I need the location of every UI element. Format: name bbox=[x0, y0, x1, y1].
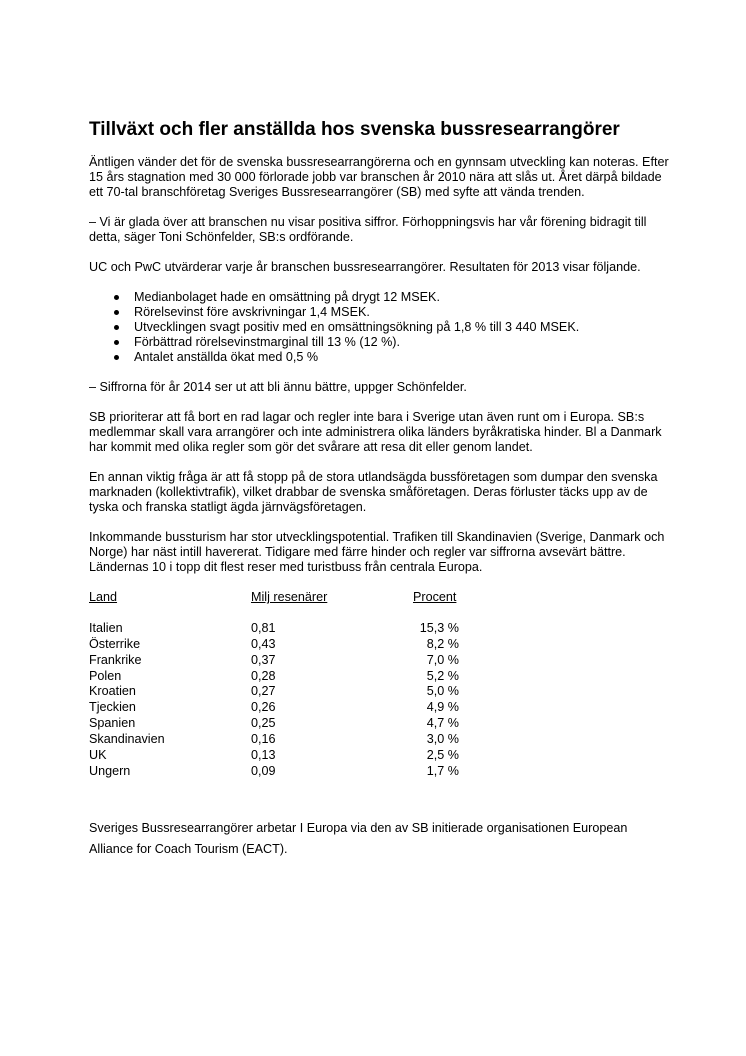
column-header-procent: Procent bbox=[413, 590, 457, 604]
list-item bbox=[89, 335, 669, 350]
forecast-paragraph: – Siffrorna för år 2014 ser ut att bli ännu bättre, uppger Schönfelder. bbox=[89, 380, 467, 394]
bullet-icon bbox=[114, 340, 119, 345]
cell-land: Skandinavien bbox=[89, 732, 165, 747]
cell-procent: 7,0 % bbox=[426, 652, 459, 667]
cell-milj: 0,13 bbox=[251, 748, 276, 763]
list-item-text: Medianbolaget hade en omsättning på drygt 12 MSEK. bbox=[134, 290, 440, 304]
bullet-icon bbox=[114, 310, 119, 315]
table-header-row bbox=[89, 590, 669, 606]
table-row bbox=[89, 716, 669, 732]
table-row bbox=[89, 669, 669, 685]
cell-land: Tjeckien bbox=[89, 700, 136, 715]
cell-land: Italien bbox=[89, 620, 123, 635]
bullet-icon bbox=[114, 325, 119, 330]
table-row bbox=[89, 621, 669, 637]
list-item bbox=[89, 320, 669, 335]
list-item bbox=[89, 350, 669, 365]
list-item bbox=[89, 305, 669, 320]
cell-milj: 0,28 bbox=[251, 668, 276, 683]
cell-land: Frankrike bbox=[89, 652, 142, 667]
cell-procent: 8,2 % bbox=[426, 636, 459, 651]
table-row bbox=[89, 637, 669, 653]
cell-milj: 0,27 bbox=[251, 684, 276, 699]
page-title: Tillväxt och fler anställda hos svenska bussresearrangörer bbox=[89, 119, 620, 140]
results-list bbox=[89, 290, 669, 365]
column-header-milj: Milj resenärer bbox=[251, 590, 328, 604]
cell-land: Österrike bbox=[89, 636, 141, 651]
table-row bbox=[89, 700, 669, 716]
cell-land: Ungern bbox=[89, 763, 131, 778]
table-row bbox=[89, 653, 669, 669]
cell-milj: 0,09 bbox=[251, 763, 276, 778]
table-row bbox=[89, 684, 669, 700]
inbound-paragraph: Inkommande bussturism har stor utvecklingspotential. Trafiken till Skandinavien (Sverige, Danmark och Norge) har näst intill havererat. Tidigare med färre hinder och regler var siffrorna avsevärt bättre. Ländernas 10 i topp dit flest reser med turistbuss från centrala Europa. bbox=[89, 530, 665, 574]
cell-land: Spanien bbox=[89, 716, 136, 731]
list-item-text: Utvecklingen svagt positiv med en omsättningsökning på 1,8 % till 3 440 MSEK. bbox=[134, 320, 580, 334]
table-row bbox=[89, 764, 669, 780]
cell-procent: 5,2 % bbox=[426, 668, 459, 683]
cell-land: UK bbox=[89, 748, 107, 763]
top-ten-table bbox=[89, 590, 669, 780]
evaluation-paragraph: UC och PwC utvärderar varje år branschen bussresearrangörer. Resultaten för 2013 visar följande. bbox=[89, 260, 641, 274]
cell-milj: 0,37 bbox=[251, 652, 276, 667]
list-item-text: Rörelsevinst före avskrivningar 1,4 MSEK. bbox=[134, 305, 370, 319]
cell-procent: 4,7 % bbox=[426, 716, 459, 731]
list-item-text: Förbättrad rörelsevinstmarginal till 13 % (12 %). bbox=[134, 335, 400, 349]
cell-procent: 5,0 % bbox=[426, 684, 459, 699]
list-item-text: Antalet anställda ökat med 0,5 % bbox=[134, 350, 319, 364]
cell-land: Kroatien bbox=[89, 684, 136, 699]
intro-paragraph: Äntligen vänder det för de svenska bussresearrangörerna och en gynnsam utveckling kan noteras. Efter 15 års stagnation med 30 000 förlorade jobb var branschen år 2010 nära att slås ut. Året därpå bildade ett 70-tal branschföretag Sveriges Bussresearrangörer (SB) med syfte att vända trenden. bbox=[89, 155, 669, 199]
document-page bbox=[89, 119, 669, 872]
list-item bbox=[89, 290, 669, 305]
cell-procent: 1,7 % bbox=[426, 763, 459, 778]
table-row bbox=[89, 732, 669, 748]
bullet-icon bbox=[114, 355, 119, 360]
cell-milj: 0,26 bbox=[251, 700, 276, 715]
dumping-paragraph: En annan viktig fråga är att få stopp på de stora utlandsägda bussföretagen som dumpar den svenska marknaden (kollektivtrafik), vilket drabbar de svenska småföretagen. Deras förluster täcks upp av de tyska och franska statligt ägda järnvägsföretagen. bbox=[89, 470, 658, 514]
column-header-land: Land bbox=[89, 590, 118, 604]
bullet-icon bbox=[114, 295, 119, 300]
cell-procent: 3,0 % bbox=[426, 732, 459, 747]
cell-land: Polen bbox=[89, 668, 122, 683]
regulation-paragraph: SB prioriterar att få bort en rad lagar och regler inte bara i Sverige utan även runt om i Europa. SB:s medlemmar skall vara arrangörer och inte administrera olika länders byråkratiska hinder. Bl a Danmark har kommit med olika regler som gör det svårare att resa dit eller genom landet. bbox=[89, 410, 662, 454]
cell-milj: 0,16 bbox=[251, 732, 276, 747]
table-row bbox=[89, 748, 669, 764]
footer-paragraph: Sveriges Bussresearrangörer arbetar I Europa via den av SB initierade organisationen European Alliance for Coach Tourism (EACT). bbox=[89, 820, 628, 856]
cell-milj: 0,81 bbox=[251, 620, 276, 635]
cell-procent: 15,3 % bbox=[419, 620, 459, 635]
cell-procent: 4,9 % bbox=[426, 700, 459, 715]
cell-procent: 2,5 % bbox=[426, 748, 459, 763]
quote-paragraph: – Vi är glada över att branschen nu visar positiva siffror. Förhoppningsvis har vår förening bidragit till detta, säger Toni Schönfelder, SB:s ordförande. bbox=[89, 215, 647, 244]
cell-milj: 0,25 bbox=[251, 716, 276, 731]
cell-milj: 0,43 bbox=[251, 636, 276, 651]
